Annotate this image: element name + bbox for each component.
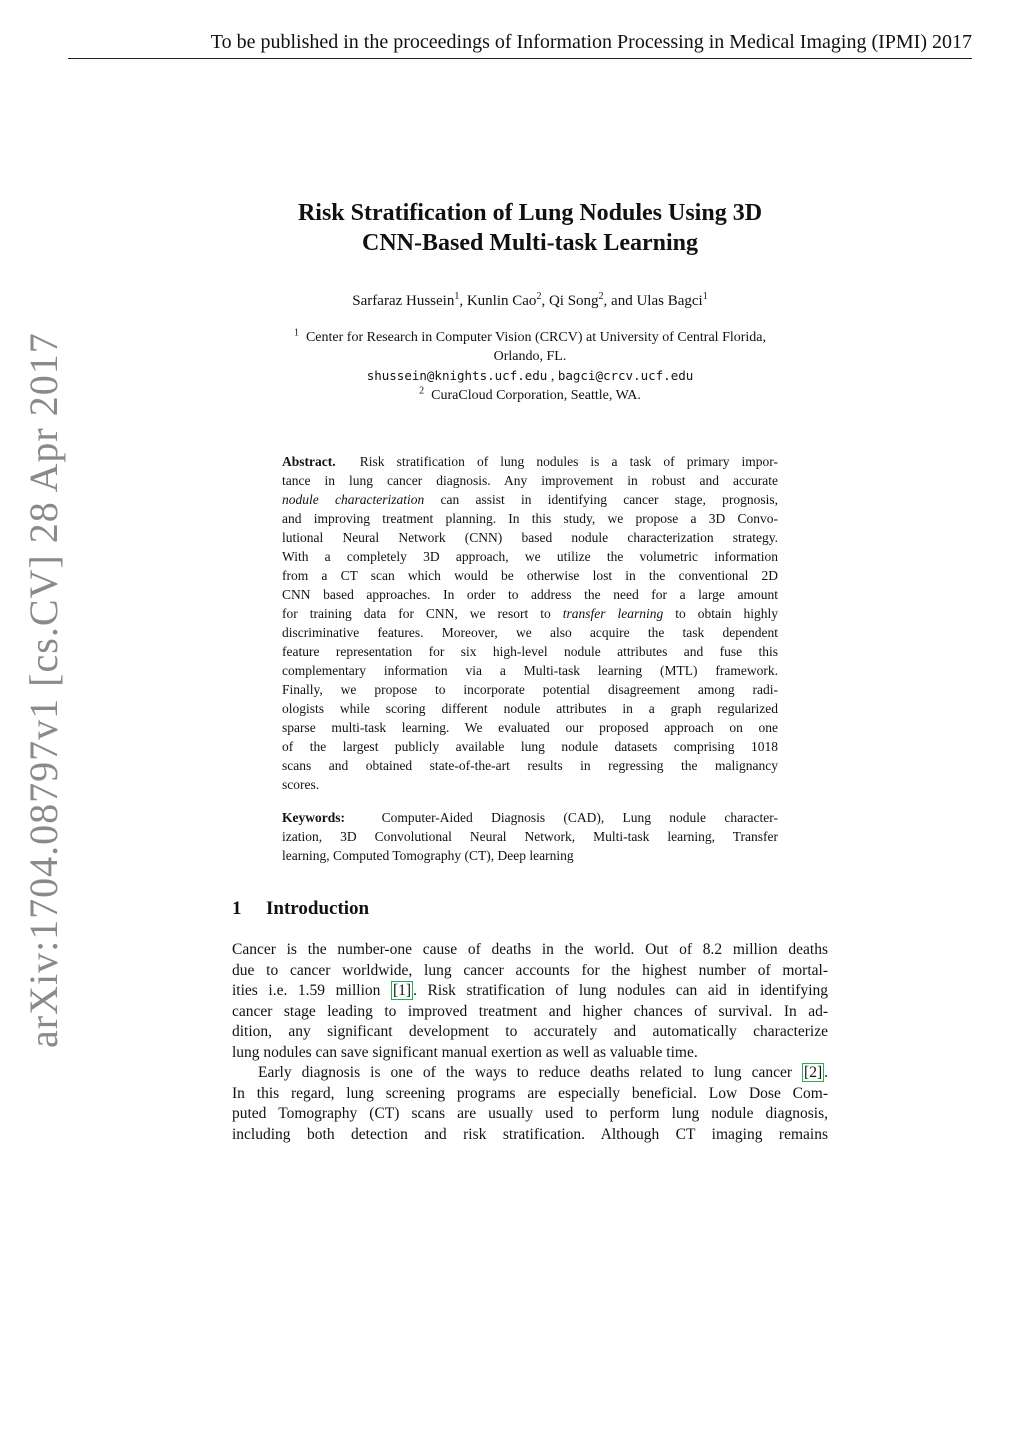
body-text: . Risk stratification of lung nodules can aid in identifying bbox=[413, 982, 829, 999]
body-line: lung nodules can save significant manual exertion as well as valuable time. bbox=[232, 1043, 698, 1061]
author-affil-mark: 1 bbox=[702, 291, 708, 302]
keywords-line bbox=[282, 808, 778, 827]
keywords-line: ization, 3D Convolutional Neural Network, Multi-task learning, Transfer bbox=[282, 829, 778, 844]
abstract-line: complementary information via a Multi-task learning (MTL) framework. bbox=[282, 663, 778, 678]
abstract-line: Finally, we propose to incorporate potential disagreement among radi- bbox=[282, 682, 778, 697]
abstract-line: tance in lung cancer diagnosis. Any improvement in robust and accurate bbox=[282, 473, 778, 488]
keywords bbox=[282, 808, 778, 865]
author-affil-mark: 1 bbox=[454, 291, 460, 302]
body-line: In this regard, lung screening programs are especially beneficial. Low Dose Com- bbox=[232, 1084, 828, 1102]
running-header: To be published in the proceedings of Information Processing in Medical Imaging (IPMI) 2017 bbox=[68, 30, 972, 59]
body-line: puted Tomography (CT) scans are usually used to perform lung nodule diagnosis, bbox=[232, 1105, 828, 1122]
body-text: Early diagnosis is one of the ways to reduce deaths related to lung cancer bbox=[258, 1064, 792, 1081]
body-text: ities i.e. 1.59 million bbox=[232, 982, 381, 999]
abstract-text: to obtain highly bbox=[675, 606, 778, 621]
affiliation-2-text: CuraCloud Corporation, Seattle, WA. bbox=[431, 388, 641, 403]
body-line: Cancer is the number-one cause of deaths in the world. Out of 8.2 million deaths bbox=[232, 941, 828, 958]
author-separator: , and bbox=[603, 293, 637, 309]
abstract-line bbox=[282, 604, 778, 623]
abstract-text: can assist in identifying cancer stage, prognosis, bbox=[440, 492, 779, 507]
email-link-2[interactable]: bagci@crcv.ucf.edu bbox=[557, 368, 694, 383]
section-heading bbox=[232, 898, 369, 920]
affil-mark: 1 bbox=[293, 327, 299, 339]
abstract-line: and improving treatment planning. In this study, we propose a 3D Convo- bbox=[282, 511, 778, 526]
section-title: Introduction bbox=[266, 898, 370, 919]
abstract-label: Abstract. bbox=[282, 454, 336, 469]
introduction-body bbox=[232, 940, 828, 1145]
author-separator: , bbox=[541, 293, 549, 309]
body-line: cancer stage leading to improved treatment and higher chances of survival. In ad- bbox=[232, 1002, 828, 1020]
title-line-1: Risk Stratification of Lung Nodules Using 3D bbox=[297, 200, 763, 226]
abstract-line: from a CT scan which would be otherwise lost in the conventional 2D bbox=[282, 568, 778, 583]
keywords-text: Computer-Aided Diagnosis (CAD), Lung nodule character- bbox=[381, 810, 779, 825]
author-list bbox=[232, 290, 828, 312]
abstract-line: discriminative features. Moreover, we also acquire the task dependent bbox=[282, 625, 778, 640]
email-separator: , bbox=[547, 369, 558, 384]
affiliation-1-line-2: Orlando, FL. bbox=[493, 349, 567, 364]
body-line bbox=[232, 1063, 828, 1084]
abstract bbox=[282, 452, 778, 794]
abstract-line: scans and obtained state-of-the-art results in regressing the malignancy bbox=[282, 758, 778, 773]
abstract-line: lutional Neural Network (CNN) based nodule characterization strategy. bbox=[282, 530, 778, 545]
citation-number: 1 bbox=[398, 982, 406, 999]
author-name: Kunlin Cao bbox=[466, 293, 537, 309]
author-name: Qi Song bbox=[548, 293, 599, 309]
author-affil-mark: 2 bbox=[598, 291, 604, 302]
abstract-line: of the largest publicly available lung nodule datasets comprising 1018 bbox=[282, 739, 778, 754]
keywords-line: learning, Computed Tomography (CT), Deep learning bbox=[282, 848, 574, 863]
abstract-line: scores. bbox=[282, 777, 320, 792]
abstract-line: ologists while scoring different nodule attributes in a graph regularized bbox=[282, 701, 778, 716]
section-number: 1 bbox=[232, 898, 242, 919]
body-line bbox=[232, 981, 828, 1002]
affiliations bbox=[232, 328, 828, 405]
author-affil-mark: 2 bbox=[536, 291, 542, 302]
body-line: including both detection and risk stratification. Although CT imaging remains bbox=[232, 1125, 828, 1143]
email-line bbox=[232, 366, 828, 386]
body-text: . bbox=[824, 1064, 828, 1081]
title-line-2: CNN-Based Multi-task Learning bbox=[361, 230, 698, 256]
citation-link[interactable]: [1] bbox=[392, 982, 412, 999]
abstract-emph: transfer learning bbox=[562, 606, 664, 621]
citation-link[interactable]: [2] bbox=[804, 1064, 823, 1081]
abstract-line: sparse multi-task learning. We evaluated our proposed approach on one bbox=[282, 720, 778, 735]
affiliation-2 bbox=[232, 386, 828, 405]
body-line: due to cancer worldwide, lung cancer accounts for the highest number of mortal- bbox=[232, 961, 828, 979]
affiliation-1-line-1: Center for Research in Computer Vision (CRCV) at University of Central Florida, bbox=[305, 330, 767, 345]
body-line: dition, any significant development to accurately and automatically characterize bbox=[232, 1023, 828, 1040]
author-name: Ulas Bagci bbox=[636, 293, 703, 309]
email-link-1[interactable]: shussein@knights.ucf.edu bbox=[366, 368, 548, 383]
abstract-line: CNN based approaches. In order to address the need for a large amount bbox=[282, 587, 778, 602]
keywords-label: Keywords: bbox=[282, 810, 345, 825]
arxiv-sidebar-stamp: arXiv:1704.08797v1 [cs.CV] 28 Apr 2017 bbox=[21, 332, 66, 1048]
abstract-text: Risk stratification of lung nodules is a task of primary impor- bbox=[359, 454, 779, 469]
citation-number: 2 bbox=[809, 1064, 817, 1081]
abstract-text: for training data for CNN, we resort to bbox=[282, 606, 551, 621]
affiliation-1 bbox=[232, 328, 828, 347]
affil-mark: 2 bbox=[419, 385, 425, 397]
abstract-line: With a completely 3D approach, we utilize the volumetric information bbox=[282, 549, 778, 564]
author-separator: , bbox=[459, 293, 467, 309]
abstract-line: feature representation for six high-level nodule attributes and fuse this bbox=[282, 644, 778, 659]
abstract-line bbox=[282, 490, 778, 509]
abstract-emph: nodule characterization bbox=[282, 492, 425, 507]
paper-title bbox=[232, 198, 828, 258]
abstract-line bbox=[282, 452, 778, 471]
author-name: Sarfaraz Hussein bbox=[352, 293, 455, 309]
